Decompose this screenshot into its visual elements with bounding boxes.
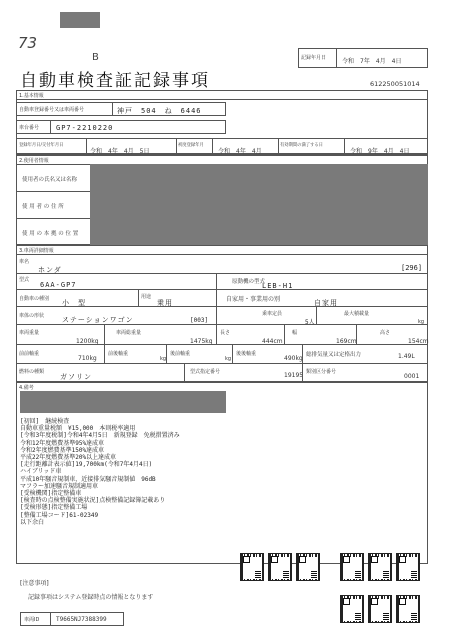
height-label: 高さ [380,330,391,336]
length-value: 444cm [262,338,283,345]
rear-front-axle-unit: kg [225,356,232,362]
fuel-type-label: 燃料の種類 [19,369,45,375]
remark-line: [整備工場コード]61-02349 [20,511,99,519]
redacted-user-info [90,164,428,245]
remark-line: [検査時の点検整備実施状況]点検整備記録簿記載あり [20,497,166,505]
private-business-value: 自家用 [314,299,338,307]
chassis-number-label: 車台番号 [19,125,40,131]
gross-weight-value: 1475kg [190,338,213,345]
width-label: 幅 [292,330,298,336]
first-reg-value: 令和 4年 4月 5日 [90,148,150,155]
approval-number-label: 型式指定番号 [190,369,221,375]
remark-line: [初回] 継続検査 [20,418,70,425]
height-value: 154cm [408,338,429,345]
engine-model-label: 原動機の型式 [232,279,266,285]
fuel-type-value: ガソリン [60,373,92,381]
user-name-label: 使用者の氏名又は名称 [22,177,78,183]
maker-value: ホンダ [38,266,62,274]
maker-code: [296] [401,264,423,272]
model-label: 型式 [19,277,30,283]
redacted-block-top [60,12,100,28]
record-date-label: 記録年月日 [301,55,327,61]
reg-number-label: 自動車登録番号又は車両番号 [19,107,85,113]
expiry-label: 有効期間の満了する日 [280,143,323,148]
private-business-label: 自家用・事業用の別 [226,296,281,303]
max-load-unit: kg [418,319,425,325]
use-value: 乗用 [157,299,173,307]
handwritten-number: 73 [18,34,38,52]
category-number-label: 類別区分番号 [306,369,337,375]
section4-heading: 4.備考 [19,385,34,391]
vehicle-weight-label: 車両重量 [19,330,40,336]
section3-heading: 3.車両詳細情報 [19,248,54,254]
page-title: 自動車検査証記録事項 [20,71,210,91]
qr-code-8 [368,595,392,623]
front-front-axle-value: 710kg [78,355,97,362]
vehicle-class-value: 小 型 [62,299,86,307]
qr-code-3 [296,553,320,581]
caution-label: [注意事項] [20,580,49,587]
gross-weight-label: 車両総重量 [116,330,142,336]
vehicle-id-label: 車両ID [24,617,40,623]
approval-number-value: 19195 [284,372,304,379]
rear-rear-axle-label: 後後軸重 [236,351,257,357]
rear-front-axle-label: 後前軸重 [170,351,191,357]
caution-text: 記録事項はシステム登録時点の情報となります [28,594,154,601]
front-rear-axle-label: 前後軸重 [108,351,129,357]
remark-line: ハイブリッド車 [20,468,62,476]
qr-code-9 [396,595,420,623]
body-shape-value: ステーションワゴン [62,316,134,324]
displacement-value: 1.49L [398,353,415,360]
section2-heading: 2.使用者情報 [19,158,49,164]
remark-line: 平成10年騒音規制車、近接排気騒音規制値 96dB [20,475,156,483]
remarks-list [20,418,180,526]
qr-code-6 [396,553,420,581]
width-value: 169cm [336,338,357,345]
front-front-axle-label: 前前軸重 [19,351,40,357]
maker-label: 車名 [19,259,30,265]
remark-line: 令和2年度燃費基準150%達成車 [20,446,105,454]
model-value: 6AA-GP7 [40,281,77,289]
qr-code-5 [368,553,392,581]
document-number: 612250051014 [370,80,420,88]
remark-line: 令和12年度燃費基準95%達成車 [20,439,105,447]
first-reg-date-value: 令和 4年 4月 [218,148,262,155]
front-rear-axle-unit: kg [160,356,167,362]
remark-line: マフラー加速騒音規制適用車 [20,482,99,490]
remark-line: [受検機関]指定整備車 [20,490,82,498]
rear-rear-axle-value: 490kg [284,355,303,362]
base-location-label: 使 用 の 本 拠 の 位 置 [22,231,79,237]
expiry-value: 令和 9年 4月 4日 [350,148,410,155]
remark-line: [令和3年度税制]令和4年4月5日 新規登録 免税措置済み [20,432,180,440]
first-reg-label: 登録年月日/交付年月日 [19,143,64,148]
use-label: 用途 [141,294,152,300]
qr-code-4 [340,553,364,581]
handwritten-letter: B [92,52,99,63]
vehicle-class-label: 自動車の種別 [19,296,50,302]
record-date-value: 令和 7年 4月 4日 [342,58,402,65]
remark-line: 平成22年度燃費基準20%以上達成車 [20,454,117,462]
remark-line: 以下余白 [20,518,45,526]
length-label: 長さ [220,330,231,336]
section1-heading: 1.基本情報 [19,93,44,99]
vehicle-id-value: T9665NJ7388399 [56,616,107,623]
engine-model-value: LEB-H1 [262,282,294,290]
remark-line: [受検形態]指定整備工場 [20,504,88,512]
user-address-label: 使 用 者 の 住 所 [22,204,64,210]
qr-code-1 [240,553,264,581]
reg-number-value: 神戸 504 ね 6446 [117,107,202,115]
body-shape-code: [003] [190,317,209,324]
qr-code-7 [340,595,364,623]
capacity-value: 5人 [305,319,315,326]
body-shape-label: 車体の形状 [19,313,45,319]
redacted-remarks-header [20,391,226,413]
first-reg-date-label: 初度登録年月 [178,143,204,148]
displacement-label: 総排気量又は定格出力 [306,352,362,358]
capacity-label: 乗車定員 [262,311,283,317]
remark-line: 自動車重量税額 ¥15,000 本則税率適用 [20,425,136,433]
category-number-value: 0001 [404,373,420,380]
chassis-number-value: GP7-2210220 [56,124,114,132]
remark-line: [走行距離計表示値]19,700km(令和7年4月4日) [20,461,153,469]
vehicle-weight-value: 1200kg [76,338,99,345]
max-load-label: 最大積載量 [344,311,370,317]
qr-code-2 [268,553,292,581]
